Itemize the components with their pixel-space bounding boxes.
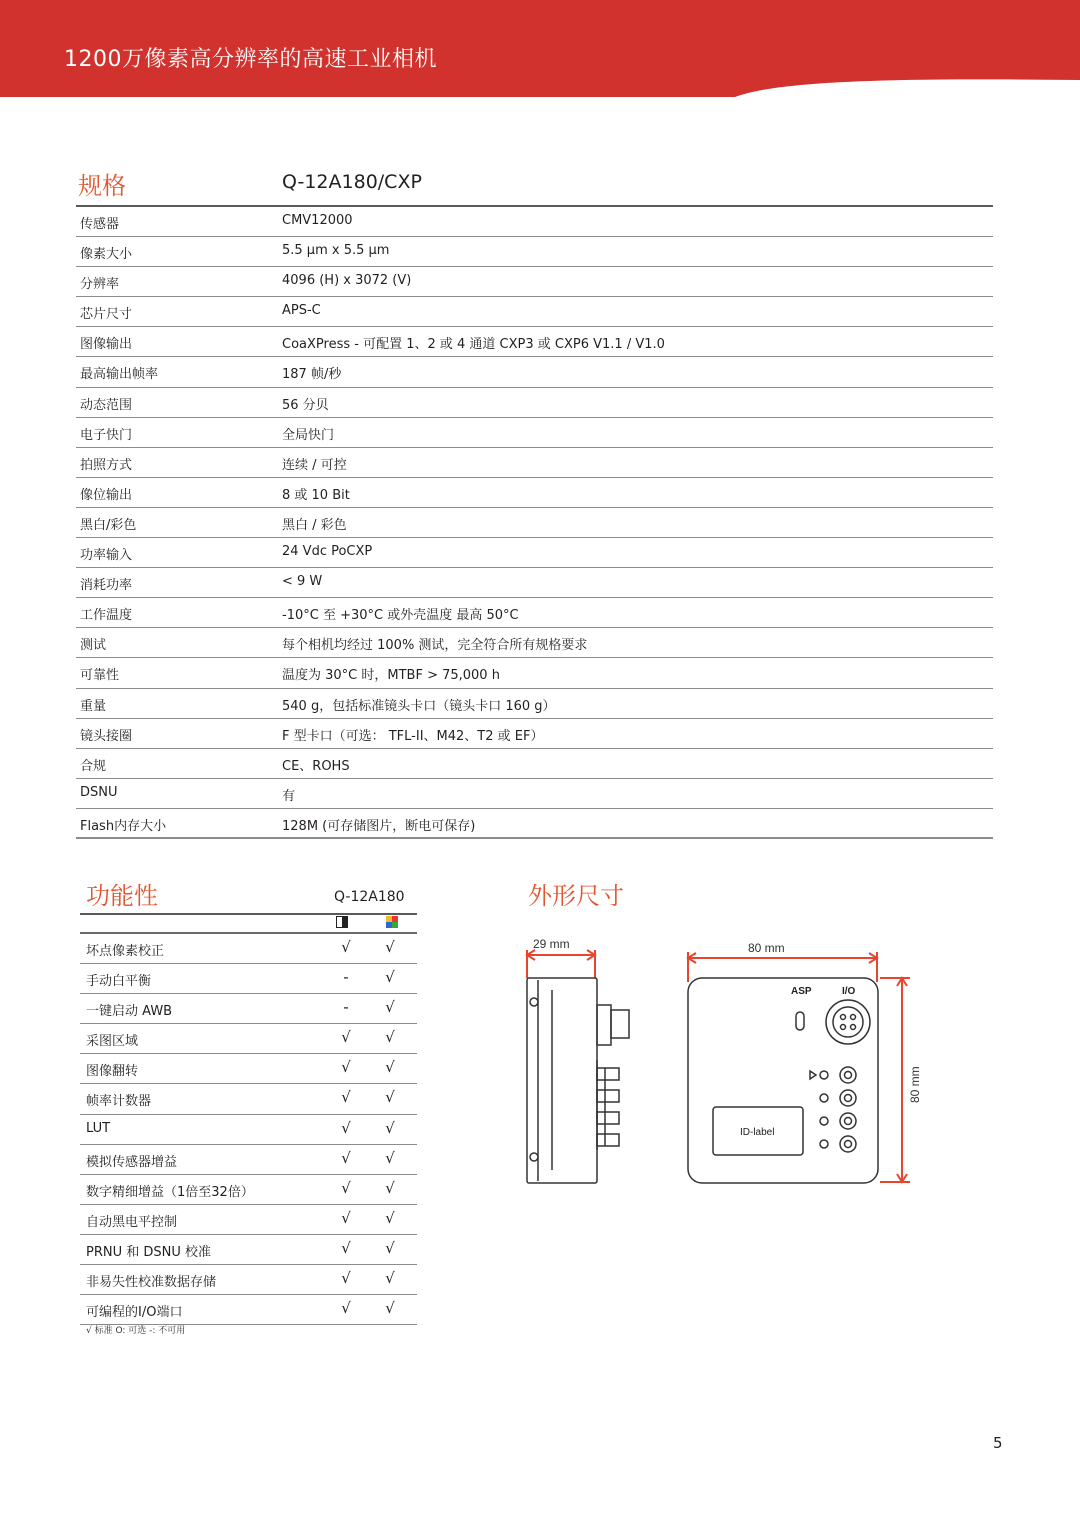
feature-name: 图像翻转: [86, 1064, 139, 1080]
spec-row: [76, 448, 993, 478]
feature-mono-mark: -: [343, 998, 349, 1017]
spec-row: [76, 357, 993, 387]
side-width-label: 29 mm: [533, 937, 570, 951]
spec-key: 消耗功率: [80, 578, 133, 594]
page-title: 1200万像素高分辨率的高速工业相机: [64, 47, 437, 72]
side-width-dimension: [527, 950, 595, 978]
spec-value: -10°C 至 +30°C 或外壳温度 最高 50°C: [282, 608, 519, 624]
spec-value: 8 或 10 Bit: [282, 487, 350, 503]
spec-key: 图像输出: [80, 337, 133, 353]
feature-row: [80, 1084, 417, 1114]
feature-row: [80, 1235, 417, 1265]
spec-key: 动态范围: [80, 397, 133, 413]
feature-mono-mark: √: [341, 1178, 351, 1197]
spec-key: 最高输出帧率: [80, 367, 159, 383]
feature-mono-mark: √: [341, 1088, 351, 1107]
spec-key: 芯片尺寸: [80, 307, 133, 323]
camera-side-view: [527, 978, 629, 1183]
spec-key: 可靠性: [80, 668, 120, 684]
spec-key: 传感器: [80, 217, 120, 232]
feature-mono-mark: √: [341, 1238, 351, 1257]
features-table: [80, 932, 417, 1325]
spec-value: CMV12000: [282, 213, 353, 228]
feature-mono-mark: √: [341, 1148, 351, 1167]
spec-row: [76, 749, 993, 779]
feature-color-mark: √: [385, 1148, 395, 1167]
feature-color-mark: √: [385, 998, 395, 1017]
feature-color-mark: √: [385, 1299, 395, 1318]
spec-key: 像位输出: [80, 487, 133, 503]
features-header-divider: [80, 913, 417, 915]
spec-key: 分辨率: [80, 277, 120, 293]
feature-color-mark: √: [385, 1238, 395, 1257]
spec-row: [76, 779, 993, 809]
spec-row: [76, 598, 993, 628]
feature-name: 一键启动 AWB: [86, 1004, 173, 1020]
feature-color-mark: √: [385, 1178, 395, 1197]
feature-mono-mark: -: [343, 968, 349, 987]
specs-model: Q-12A180/CXP: [282, 171, 422, 193]
feature-mono-mark: √: [341, 1208, 351, 1227]
features-section-title: 功能性: [86, 882, 158, 910]
feature-mono-mark: √: [341, 1269, 351, 1288]
feature-name: 自动黑电平控制: [86, 1214, 178, 1230]
spec-value: 128M (可存储图片，断电可保存): [282, 818, 476, 834]
dimension-drawing: [500, 920, 940, 1210]
feature-color-mark: √: [385, 1028, 395, 1047]
spec-row: [76, 719, 993, 749]
camera-front-view: [688, 978, 878, 1183]
feature-row: [80, 1265, 417, 1295]
spec-value: < 9 W: [282, 574, 323, 590]
feature-row: [80, 1115, 417, 1145]
feature-color-mark: √: [385, 1208, 395, 1227]
features-model: Q-12A180: [334, 889, 405, 905]
feature-name: 非易失性校准数据存储: [86, 1275, 217, 1291]
spec-key: 拍照方式: [80, 457, 133, 473]
header-banner: [0, 0, 1080, 97]
feature-mono-mark: √: [341, 1058, 351, 1077]
feature-color-mark: √: [385, 968, 395, 987]
spec-value: CoaXPress - 可配置 1、2 或 4 通道 CXP3 或 CXP6 V1.1 / V1.0: [282, 337, 665, 353]
feature-row: [80, 1024, 417, 1054]
feature-row: [80, 1205, 417, 1235]
spec-row: [76, 297, 993, 327]
feature-row: [80, 934, 417, 964]
spec-value: 每个相机均经过 100% 测试，完全符合所有规格要求: [282, 638, 588, 654]
feature-color-mark: √: [385, 1269, 395, 1288]
spec-key: 合规: [80, 758, 107, 774]
spec-row: [76, 689, 993, 719]
mono-icon: [336, 916, 348, 928]
spec-row: [76, 809, 993, 839]
feature-name: 手动白平衡: [86, 974, 152, 990]
feature-row: [80, 994, 417, 1024]
feature-color-mark: √: [385, 938, 395, 956]
feature-row: [80, 1054, 417, 1084]
spec-row: [76, 237, 993, 267]
feature-name: 数字精细增益（1倍至32倍）: [86, 1184, 254, 1200]
features-legend: √ 标准 O: 可选 -: 不可用: [86, 1326, 186, 1336]
color-icon: [386, 916, 398, 928]
spec-key: 功率输入: [80, 548, 133, 564]
spec-value: 187 帧/秒: [282, 367, 342, 383]
dimensions-section-title: 外形尺寸: [528, 882, 624, 910]
spec-row: [76, 658, 993, 688]
spec-value: 全局快门: [282, 427, 335, 443]
spec-key: 工作温度: [80, 608, 133, 624]
spec-key: 像素大小: [80, 247, 133, 263]
spec-value: APS-C: [282, 303, 321, 319]
feature-mono-mark: √: [341, 1299, 351, 1318]
front-height-label: 80 mm: [908, 1066, 922, 1103]
spec-key: 镜头接圈: [80, 728, 133, 744]
io-label: I/O: [842, 986, 856, 997]
feature-mono-mark: √: [341, 1028, 351, 1047]
id-label: ID-label: [740, 1127, 775, 1138]
feature-name: 采图区域: [86, 1034, 139, 1050]
spec-key: 电子快门: [80, 427, 133, 443]
spec-value: 24 Vdc PoCXP: [282, 544, 373, 560]
feature-name: PRNU 和 DSNU 校准: [86, 1244, 212, 1260]
spec-row: [76, 478, 993, 508]
feature-row: [80, 964, 417, 994]
spec-key: 重量: [80, 698, 107, 714]
spec-row: [76, 418, 993, 448]
spec-row: [76, 538, 993, 568]
asp-label: ASP: [791, 986, 812, 997]
spec-value: 5.5 µm x 5.5 µm: [282, 243, 390, 259]
feature-mono-mark: √: [341, 938, 351, 956]
spec-value: 56 分贝: [282, 397, 329, 413]
spec-row: [76, 327, 993, 357]
spec-value: 540 g，包括标准镜头卡口（镜头卡口 160 g）: [282, 698, 556, 714]
feature-row: [80, 1175, 417, 1205]
page-number: 5: [993, 1434, 1003, 1452]
feature-name: 可编程的I/O端口: [86, 1305, 183, 1321]
front-height-dimension: [880, 978, 910, 1182]
specs-table: [76, 207, 993, 839]
feature-row: [80, 1295, 417, 1325]
feature-name: 坏点像素校正: [86, 944, 165, 959]
feature-name: 模拟传感器增益: [86, 1154, 178, 1170]
spec-row: [76, 207, 993, 237]
spec-row: [76, 568, 993, 598]
spec-key: 测试: [80, 638, 107, 654]
feature-name: LUT: [86, 1120, 111, 1136]
feature-color-mark: √: [385, 1118, 395, 1137]
spec-row: [76, 508, 993, 538]
specs-section-title: 规格: [78, 172, 126, 200]
spec-value: 温度为 30°C 时，MTBF > 75,000 h: [282, 668, 500, 684]
spec-value: F 型卡口（可选： TFL-II、M42、T2 或 EF）: [282, 728, 544, 744]
feature-color-mark: √: [385, 1058, 395, 1077]
feature-name: 帧率计数器: [86, 1094, 152, 1110]
spec-row: [76, 628, 993, 658]
feature-row: [80, 1145, 417, 1175]
feature-mono-mark: √: [341, 1118, 351, 1137]
feature-color-mark: √: [385, 1088, 395, 1107]
spec-row: [76, 267, 993, 297]
spec-value: 连续 / 可控: [282, 457, 347, 473]
spec-key: Flash内存大小: [80, 818, 167, 834]
spec-value: 有: [282, 788, 296, 804]
front-width-label: 80 mm: [748, 941, 785, 955]
spec-key: 黑白/彩色: [80, 517, 137, 533]
spec-value: 黑白 / 彩色: [282, 517, 347, 533]
spec-value: CE、ROHS: [282, 758, 350, 774]
spec-key: DSNU: [80, 784, 118, 800]
spec-row: [76, 388, 993, 418]
spec-value: 4096 (H) x 3072 (V): [282, 273, 412, 289]
